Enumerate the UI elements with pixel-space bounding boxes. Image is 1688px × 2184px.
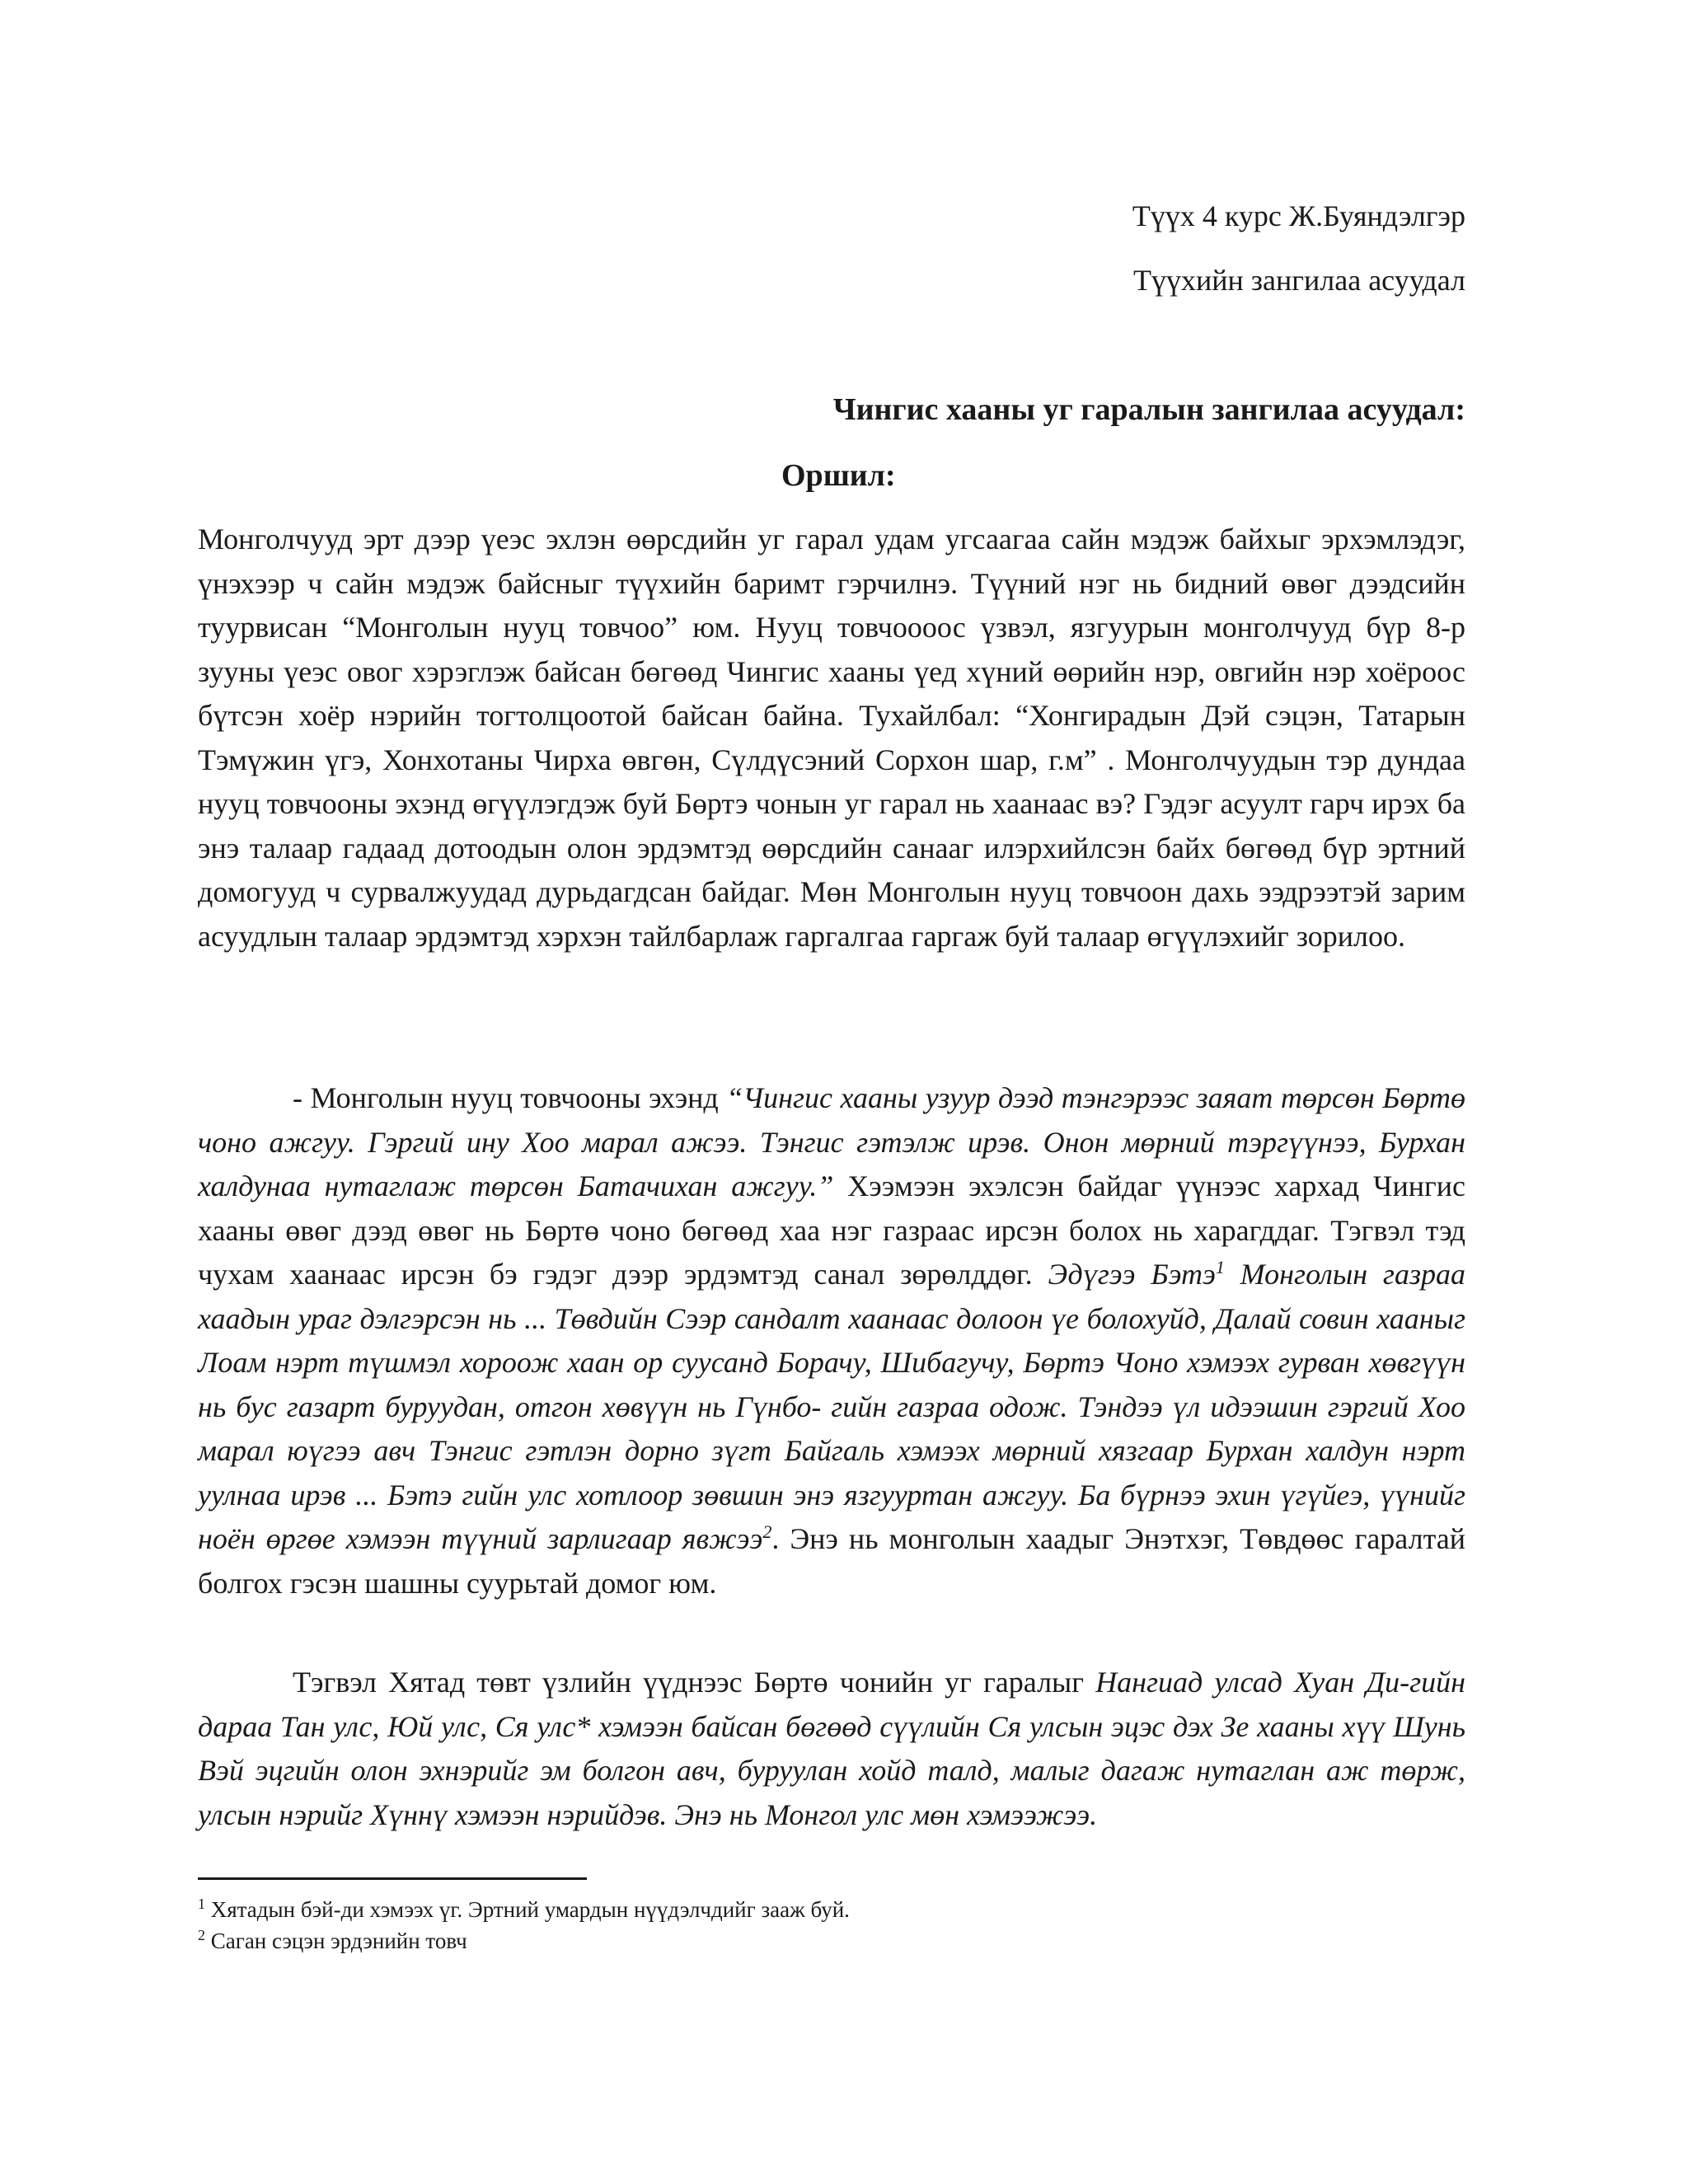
- body-paragraph-chinese-view: [198, 1661, 1465, 1837]
- para2-lead: - Монголын нууц товчооны эхэнд: [293, 1081, 727, 1114]
- footnote-mark-2: 2: [198, 1927, 205, 1943]
- footnote-ref-2[interactable]: 2: [762, 1521, 772, 1542]
- intro-paragraph: Монголчууд эрт дээр үеэс эхлэн өөрсдийн уг гарал удам угсаагаа сайн мэдэж байхыг эрхэмлэдэг, үнэхээр ч сайн мэдэж байсныг түүхийн баримт гэрчилнэ. Түүний нэг нь бидний өвөг дээдсийн туурвисан “Монголын нууц товчоо” юм. Нууц товчоооос үзвэл, язгуурын монголчууд бүр 8-р зууны үеэс овог хэрэглэж байсан бөгөөд Чингис хааны үед хүний өөрийн нэр, овгийн нэр хоёроос бүтсэн хоёр нэрийн тогтолцоотой байсан байна. Тухайлбал: “Хонгирадын Дэй сэцэн, Татарын Тэмүжин үгэ, Хонхотаны Чирха өвгөн, Сүлдүсэний Сорхон шар, г.м” . Монголчуудын тэр дундаа нууц товчооны эхэнд өгүүлэгдэж буй Бөртэ чонын уг гарал нь хаанаас вэ? Гэдэг асуулт гарч ирэх ба энэ талаар гадаад дотоодын олон эрдэмтэд өөрсдийн санааг илэрхийлсэн байх бөгөөд бүр эртний домогууд ч сурвалжуудад дурьдагдсан байдаг. Мөн Монголын нууц товчоон дахь ээдрээтэй зарим асуудлын талаар эрдэмтэд хэрхэн тайлбарлаж гаргалгаа гаргаж буй талаар өгүүлэхийг зорилоо.: [198, 523, 1465, 953]
- section-heading: Оршил:: [781, 458, 896, 493]
- para2-quote: “Чингис хааны узуур дээд тэнгэрээс заяат төрсөн Бөртө чоно ажгуу. Гэргий ину Хоо марал ажээ. Тэнгис гэтэлж ирэв. Онон мөрний тэргүүнээ, Бурхан халдунаа нутаглаж төрсөн Батачихан ажгуу.”: [198, 1081, 1466, 1202]
- body-paragraph-secret-history: [198, 1076, 1465, 1605]
- para2-tail: . Энэ нь монголын хаадыг Энэтхэг, Төвдөөс гаралтай болгох гэсэн шашны суурьтай домог юм.: [198, 1522, 1465, 1600]
- para3-lead: Тэгвэл Хятад төвт үзлийн үүднээс Бөртө чонийн уг гаралыг: [293, 1666, 1096, 1699]
- footnote-mark-1: 1: [198, 1896, 205, 1912]
- footnote-1: [198, 1896, 850, 1924]
- footnote-text-2: Саган сэцэн эрдэнийн товч: [205, 1929, 467, 1953]
- subject-line: Түүхийн зангилаа асуудал: [1133, 264, 1465, 297]
- para2-quote2-start: Эдүгээ Бэтэ: [1048, 1258, 1216, 1291]
- para2-quote2: Монголын газраа хаадын ураг дэлгэрсэн нь ... Төвдийн Сээр сандалт хаанаас долоон үе болохуйд, Далай совин хааныг Лоам нэрт түшмэл хороож хаан ор суусанд Борачу, Шибагучу, Бөртэ Чоно хэмээх гурван хөвгүүн нь бус газарт буруудан, отгон хөвүүн нь Гүнбо- гийн газраа одож. Тэндээ үл идээшин гэргий Хоо марал юүгээ авч Тэнгис гэтлэн дорно зүгт Байгаль хэмээх мөрний хязгаар Бурхан халдун нэрт уулнаа ирэв ... Бэтэ гийн улс хотлоор зөвшин энэ язгууртан ажгуу. Ба бүрнээ эхин үгүйеэ, үүнийг ноён өргөе хэмээн түүний зарлигаар явжээ: [198, 1258, 1465, 1555]
- footnote-2: [198, 1927, 467, 1955]
- author-line: Түүх 4 курс Ж.Буяндэлгэр: [1132, 199, 1465, 232]
- footnote-text-1: Хятадын бэй-ди хэмээх үг. Эртний умардын нүүдэлчдийг зааж буй.: [205, 1897, 850, 1922]
- para3-quote: Нангиад улсад Хуан Ди-гийн дараа Тан улс, Юй улс, Ся улс* хэмээн байсан бөгөөд сүүлийн Ся улсын эцэс дэх Зе хааны хүү Шунь Вэй эцгийн олон эхнэрийг эм болгон авч, буруулан хойд талд, малыг дагаж нутаглан аж төрж, улсын нэрийг Хүннү хэмээн нэрийдэв. Энэ нь Монгол улс мөн хэмээжээ.: [198, 1666, 1465, 1831]
- document-title: Чингис хааны уг гаралын зангилаа асуудал:: [832, 392, 1465, 427]
- footnote-separator: [198, 1877, 587, 1880]
- para2-mid: Хээмээн эхэлсэн байдаг үүнээс хархад Чингис хааны өвөг дээд өвөг нь Бөртө чоно бөгөөд хаа нэг газраас ирсэн болох нь харагддаг. Тэгвэл тэд чухам хаанаас ирсэн бэ гэдэг дээр эрдэмтэд санал зөрөлддөг.: [198, 1169, 1465, 1291]
- footnote-ref-1[interactable]: 1: [1215, 1257, 1225, 1277]
